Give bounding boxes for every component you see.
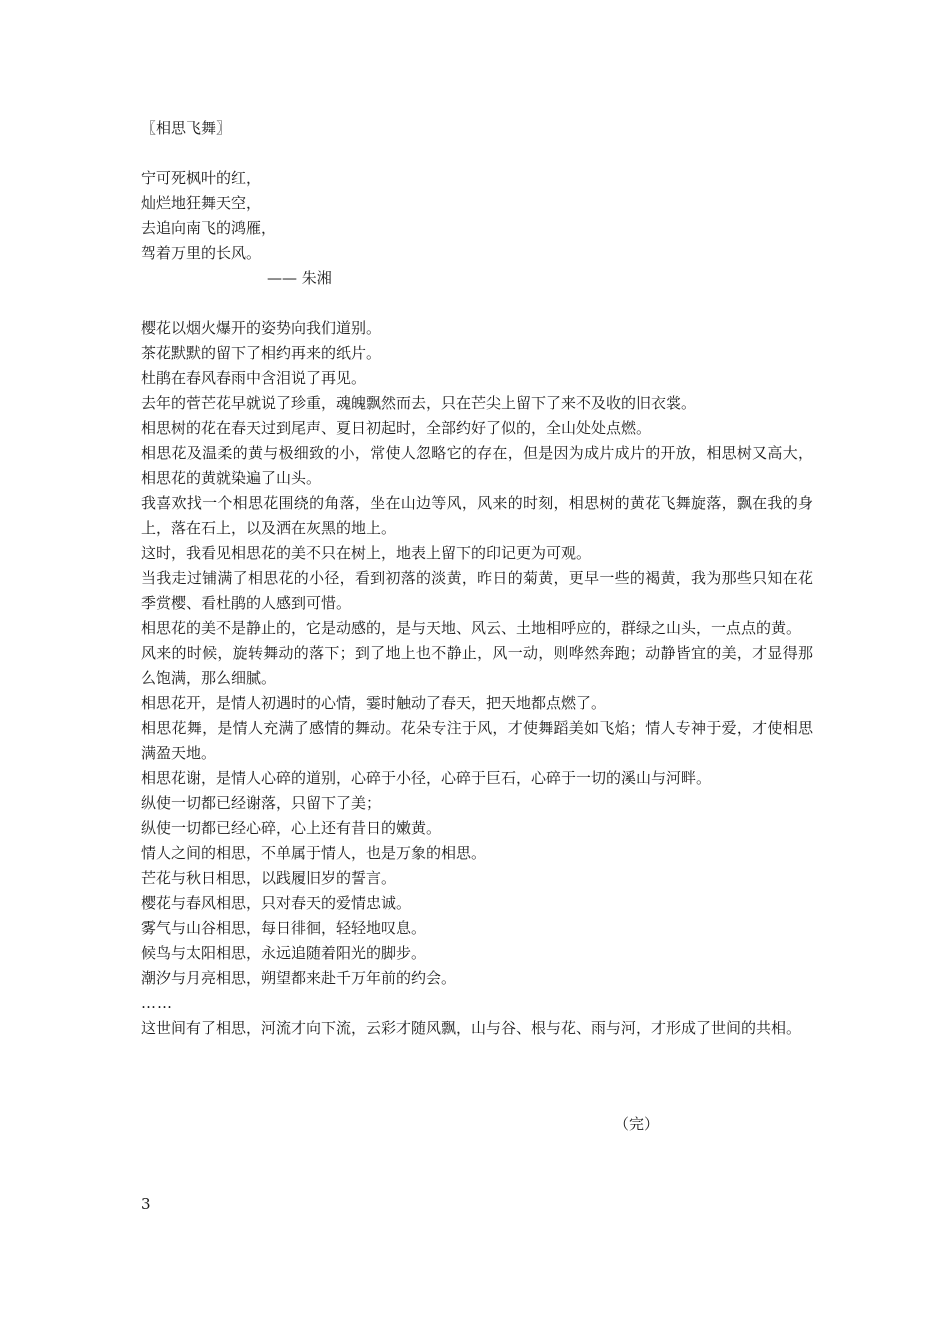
paragraph: 相思花谢，是情人心碎的道别，心碎于小径，心碎于巨石，心碎于一切的溪山与河畔。 xyxy=(141,769,712,787)
paragraph: 相思花开，是情人初遇时的心情，霎时触动了春天，把天地都点燃了。 xyxy=(141,694,607,712)
paragraph: 当我走过铺满了相思花的小径，看到初落的淡黄，昨日的菊黄，更早一些的褐黄，我为那些只知在花季赏樱、看杜鹃的人感到可惜。 xyxy=(141,569,813,612)
article-paragraphs xyxy=(141,316,813,1041)
paragraph: 相思花舞，是情人充满了感情的舞动。花朵专注于风，才使舞蹈美如飞焰；情人专神于爱，才使相思满盈天地。 xyxy=(141,719,813,762)
paragraph: 雾气与山谷相思，每日徘徊，轻轻地叹息。 xyxy=(141,919,427,937)
paragraph: 潮汐与月亮相思，朔望都来赴千万年前的约会。 xyxy=(141,969,457,987)
paragraph: 情人之间的相思，不单属于情人，也是万象的相思。 xyxy=(141,844,487,862)
paragraph: 相思花的美不是静止的，它是动感的，是与天地、风云、土地相呼应的，群绿之山头，一点点的黄。 xyxy=(141,619,802,637)
paragraph: 相思花及温柔的黄与极细致的小，常使人忽略它的存在，但是因为成片成片的开放，相思树又高大，相思花的黄就染遍了山头。 xyxy=(141,444,813,487)
paragraph: 纵使一切都已经心碎，心上还有昔日的嫩黄。 xyxy=(141,819,442,837)
poem-line: 灿烂地狂舞天空， xyxy=(141,194,262,212)
end-mark: （完） xyxy=(614,1115,660,1133)
paragraph: 我喜欢找一个相思花围绕的角落，坐在山边等风，风来的时刻，相思树的黄花飞舞旋落，飘在我的身上，落在石上，以及洒在灰黑的地上。 xyxy=(141,494,813,537)
paragraph: 这时，我看见相思花的美不只在树上，地表上留下的印记更为可观。 xyxy=(141,544,592,562)
paragraph: 去年的菅芒花早就说了珍重，魂魄飘然而去，只在芒尖上留下了来不及收的旧衣裳。 xyxy=(141,394,697,412)
paragraph: 樱花与春风相思，只对春天的爱情忠诚。 xyxy=(141,894,412,912)
closing-paragraph: 这世间有了相思，河流才向下流，云彩才随风飘，山与谷、根与花、雨与河，才形成了世间的共相。 xyxy=(141,1019,802,1037)
poem-block xyxy=(141,166,813,291)
paragraph: 相思树的花在春天过到尾声、夏日初起时，全部约好了似的，全山处处点燃。 xyxy=(141,419,652,437)
poem-line: 宁可死枫叶的红， xyxy=(141,169,262,187)
poem-line: 去追向南飞的鸿雁， xyxy=(141,219,277,237)
paragraph: 纵使一切都已经谢落，只留下了美； xyxy=(141,794,382,812)
poem-line: 驾着万里的长风。 xyxy=(141,244,262,262)
paragraph: 芒花与秋日相思，以践履旧岁的誓言。 xyxy=(141,869,397,887)
paragraph: 杜鹃在春风春雨中含泪说了再见。 xyxy=(141,369,367,387)
poem-author: —— 朱湘 xyxy=(267,269,332,287)
paragraph: 樱花以烟火爆开的姿势向我们道别。 xyxy=(141,319,382,337)
ellipsis: …… xyxy=(141,994,173,1012)
paragraph: 风来的时候，旋转舞动的落下；到了地上也不静止，风一动，则哗然奔跑；动静皆宜的美，才显得那么饱满，那么细腻。 xyxy=(141,644,813,687)
article-body xyxy=(141,116,813,1041)
page-number: 3 xyxy=(141,1195,151,1213)
paragraph: 候鸟与太阳相思，永远追随着阳光的脚步。 xyxy=(141,944,427,962)
paragraph: 茶花默默的留下了相约再来的纸片。 xyxy=(141,344,382,362)
article-title: 〖相思飞舞〗 xyxy=(141,119,232,137)
